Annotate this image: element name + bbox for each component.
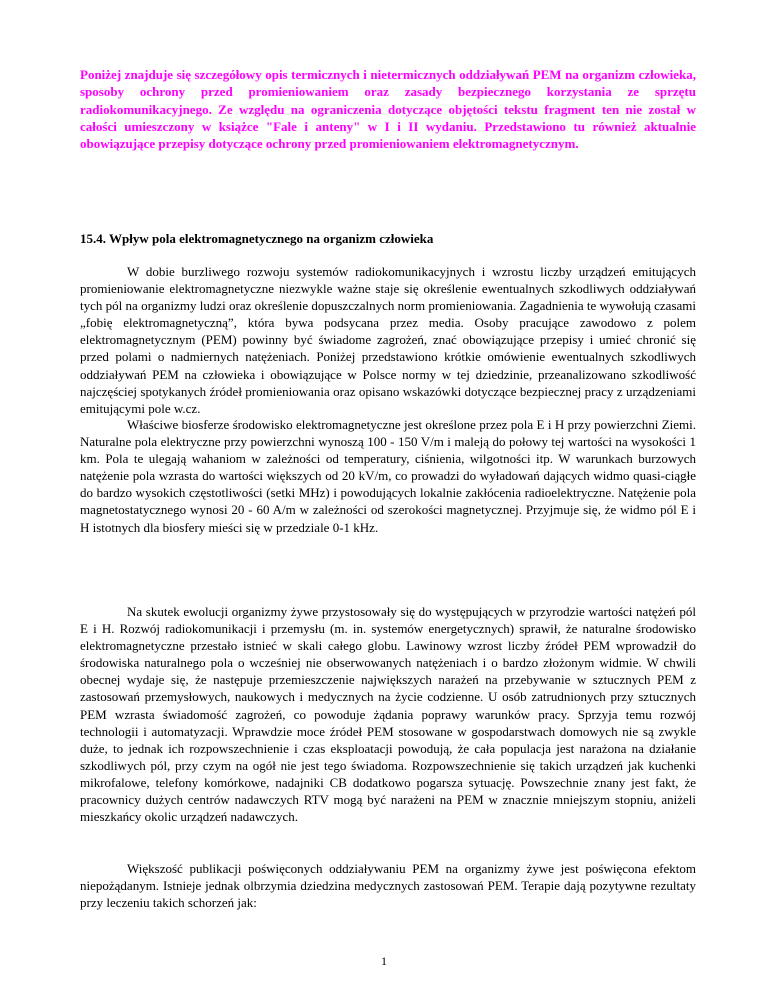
paragraph-1: W dobie burzliwego rozwoju systemów radiokomunikacyjnych i wzrostu liczby urządzeń emitujących promieniowanie elektromagnetyczne niezwykle ważne staje się określenie ewentualnych szkodliwych oddziaływań tych pól na organizmy ludzi oraz określenie dopuszczalnych norm promieniowania. Zagadnienia te wywołują czasami „fobię elektromagnetyczną”, która bywa podsycana przez media. Osoby pracujące zawodowo z polem elektromagnetycznym (PEM) powinny być świadome zagrożeń, znać obowiązujące przepisy i umieć chronić się przed polami o nadmiernych natężeniach. Poniżej przedstawiono krótkie omówienie ewentualnych szkodliwych oddziaływań PEM na człowieka i obowiązujące w Polsce normy w tej dziedzinie, przeanalizowano szkodliwość najczęściej spotykanych źródeł promieniowania oraz opisano wskazówki dotyczące bezpiecznej pracy z urządzeniami emitującymi pole w.cz.: [80, 264, 696, 416]
paragraph-2: Właściwe biosferze środowisko elektromagnetyczne jest określone przez pola E i H przy powierzchni Ziemi. Naturalne pola elektryczne przy powierzchni wynoszą 100 - 150 V/m i maleją do połowy tej wartości na wysokości 1 km. Pola te ulegają wahaniom w zależności od temperatury, ciśnienia, wilgotności itp. W warunkach burzowych natężenie pola wzrasta do wartości większych od 20 kV/m, co prowadzi do wyładowań dających widmo quasi-ciągłe do bardzo wysokich częstotliwości (setki MHz) i powodujących lokalnie zakłócenia radioelektryczne. Natężenie pola magnetostatycznego wynosi 20 - 60 A/m w zależności od szerokości magnetycznej. Przyjmuje się, że widmo pól E i H istotnych dla biosfery mieści się w przedziale 0-1 kHz.: [80, 417, 696, 535]
paragraph-4: Większość publikacji poświęconych oddziaływaniu PEM na organizmy żywe jest poświęcona efektom niepożądanym. Istnieje jednak olbrzymia dziedzina medycznych zastosowań PEM. Terapie dają pozytywne rezultaty przy leczeniu takich schorzeń jak:: [80, 861, 696, 911]
page-number: 1: [381, 954, 387, 968]
paragraph-3: Na skutek ewolucji organizmy żywe przystosowały się do występujących w przyrodzie wartości natężeń pól E i H. Rozwój radiokomunikacji i przemysłu (m. in. systemów energetycznych) sprawił, że naturalne środowisko elektromagnetyczne przestało istnieć w skali całego globu. Lawinowy wzrost liczby źródeł PEM wprowadził do środowiska naturalnego pola o wcześniej nie obserwowanych natężeniach i o bardzo złożonym widmie. W chwili obecnej wydaje się, że następuje przemieszczenie największych narażeń na przebywanie w sztucznych PEM z zastosowań przemysłowych, naukowych i medycznych na życie codzienne. U osób zatrudnionych przy sztucznych PEM wzrasta świadomość zagrożeń, co powoduje żądania poprawy warunków pracy. Sprzyja temu rozwój technologii i automatyzacji. Wprawdzie moce źródeł PEM stosowane w gospodarstwach domowych nie są zwykle duże, to jednak ich rozpowszechnienie i czas eksploatacji powodują, że cała populacja jest narażona na działanie szkodliwych pól, przy czym na ogół nie jest tego świadoma. Rozpowszechnienie się takich urządzeń jak kuchenki mikrofalowe, telefony komórkowe, nadajniki CB dodatkowo pogarsza sytuację. Powszechnie znany jest fakt, że pracownicy dużych centrów nadawczych RTV mogą być narażeni na PEM w znacznie mniejszym stopniu, aniżeli mieszkańcy okolic urządzeń nadawczych.: [80, 604, 696, 825]
section-heading: 15.4. Wpływ pola elektromagnetycznego na organizm człowieka: [80, 231, 434, 246]
intro-note: Poniżej znajduje się szczegółowy opis termicznych i nietermicznych oddziaływań PEM na organizm człowieka, sposoby ochrony przed promieniowaniem oraz zasady bezpiecznego korzystania ze sprzętu radiokomunikacyjnego. Ze względu na ograniczenia dotyczące objętości tekstu fragment ten nie został w całości umieszczony w książce "Fale i anteny" w I i II wydaniu. Przedstawiono tu również aktualnie obowiązujące przepisy dotyczące ochrony przed promieniowaniem elektromagnetycznym.: [80, 67, 696, 152]
